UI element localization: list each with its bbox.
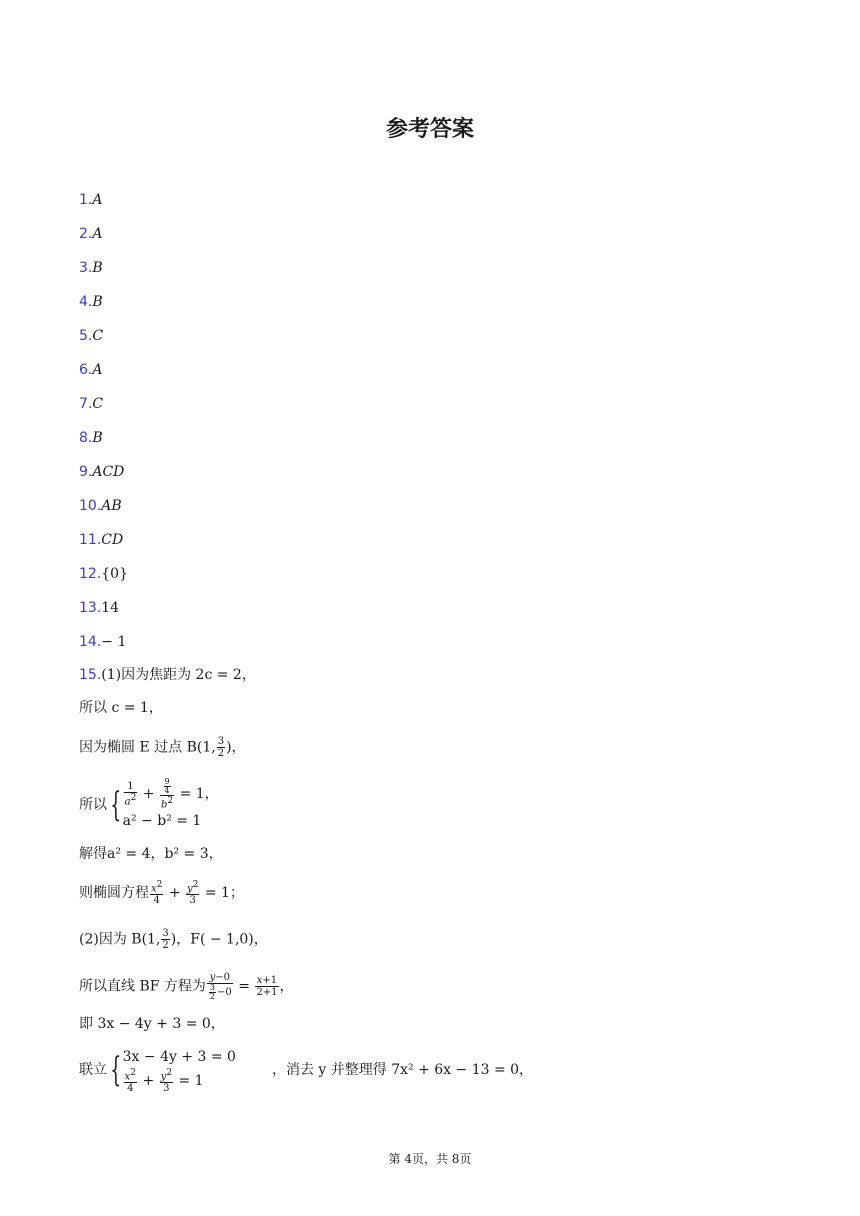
answer-value: A — [92, 362, 103, 378]
answer-number: 3. — [79, 260, 93, 276]
solution-line-2: 所以 c = 1， — [79, 700, 163, 716]
answer-number: 15. — [79, 667, 102, 683]
answer-number: 10. — [79, 498, 102, 514]
solution-line-7: (2)因为 B(1, $\frac{3}{2}$ )，F( − 1,0)， — [79, 928, 268, 951]
answer-number: 4. — [79, 294, 93, 310]
answer-value: {0} — [101, 566, 128, 582]
answer-item — [79, 564, 128, 584]
answer-number: 9. — [79, 464, 93, 480]
answer-number: 12. — [79, 566, 102, 582]
answer-value: A — [92, 192, 103, 208]
answer-value: AB — [101, 498, 122, 514]
answer-number: 7. — [79, 396, 93, 412]
answer-item — [79, 258, 103, 278]
answer-value: CD — [101, 532, 124, 548]
solution-line-6: 则椭圆方程 $\frac{x^2}{4}$ + $\frac{y^2}{3}$ = 1； — [79, 880, 244, 907]
solution-text: = 1， — [179, 786, 219, 803]
solution-line-5: 解得a² = 4，b² = 3， — [79, 846, 223, 862]
answer-item — [79, 496, 122, 516]
answer-item — [79, 360, 102, 380]
answer-number: 14. — [79, 634, 102, 650]
page-title: 参考答案 — [385, 117, 474, 142]
answer-item — [79, 326, 103, 346]
answer-value: B — [92, 294, 103, 310]
answer-item — [79, 530, 123, 550]
answer-value: C — [92, 396, 104, 412]
answer-item — [79, 292, 103, 312]
answer-item — [79, 598, 119, 618]
solution-text: 则椭圆方程 — [79, 885, 149, 902]
solution-line-1 — [79, 665, 256, 685]
solution-text: 联立 — [79, 1062, 107, 1079]
system-brace: { — [110, 1050, 122, 1091]
solution-text: = 1 — [178, 1073, 204, 1090]
answer-value: C — [92, 328, 104, 344]
solution-text: 所以 — [79, 797, 107, 814]
answer-item — [79, 394, 103, 414]
solution-text: (1)因为焦距为 2c = 2， — [101, 667, 256, 683]
answer-number: 2. — [79, 226, 93, 242]
equation-system: $\frac{1}{a^2}$ + $\frac{\frac{9}{4}}{b^2}$ = 1， a² − b² = 1 — [123, 778, 219, 832]
answer-value: ACD — [92, 464, 125, 480]
answer-item — [79, 428, 103, 448]
solution-line-3 — [79, 736, 246, 759]
answer-number: 6. — [79, 362, 93, 378]
answer-value: A — [92, 226, 103, 242]
answer-item — [79, 224, 102, 244]
solution-text: a² − b² = 1 — [122, 813, 202, 830]
fraction-3-2: $\frac{3}{2}$ — [217, 736, 225, 759]
answer-number: 5. — [79, 328, 93, 344]
answer-item — [79, 632, 126, 652]
solution-text: )，F( − 1,0)， — [170, 931, 268, 948]
solution-line-9: 即 3x − 4y + 3 = 0， — [79, 1016, 225, 1032]
answer-value: 14 — [101, 600, 120, 616]
answer-value: B — [92, 260, 103, 276]
solution-text: ，消去 y 并整理得 7x² + 6x − 13 = 0， — [271, 1062, 534, 1079]
answer-number: 13. — [79, 600, 102, 616]
solution-text: ， — [279, 978, 294, 995]
solution-text: (2)因为 B(1, — [79, 931, 161, 948]
solution-text: 3x − 4y + 3 = 0 — [122, 1049, 236, 1065]
answer-number: 1. — [79, 192, 93, 208]
equation-system: 3x − 4y + 3 = 0 $\frac{x^2}{4}$ + $\frac{y^2}{3}$ = 1 — [123, 1046, 236, 1094]
solution-line-10 — [79, 1046, 533, 1094]
answer-value: B — [92, 430, 103, 446]
solution-text: 所以直线 BF 方程为 — [79, 978, 206, 995]
solution-line-8: 所以直线 BF 方程为 y−0 $\frac{3}{2}$ −0 = $\frac{x+1}{2+1}$ ， — [79, 972, 294, 1001]
solution-text: )， — [226, 739, 246, 756]
answer-item — [79, 462, 124, 482]
page-footer: 第 4页，共 8页 — [388, 1152, 472, 1166]
answer-number: 11. — [79, 532, 102, 548]
answer-item — [79, 190, 102, 210]
answer-number: 8. — [79, 430, 93, 446]
system-brace: { — [110, 785, 122, 826]
solution-line-4 — [79, 778, 219, 832]
solution-text: 因为椭圆 E 过点 B(1, — [79, 739, 216, 756]
solution-text: = 1； — [204, 885, 244, 902]
answer-value: − 1 — [101, 634, 127, 650]
